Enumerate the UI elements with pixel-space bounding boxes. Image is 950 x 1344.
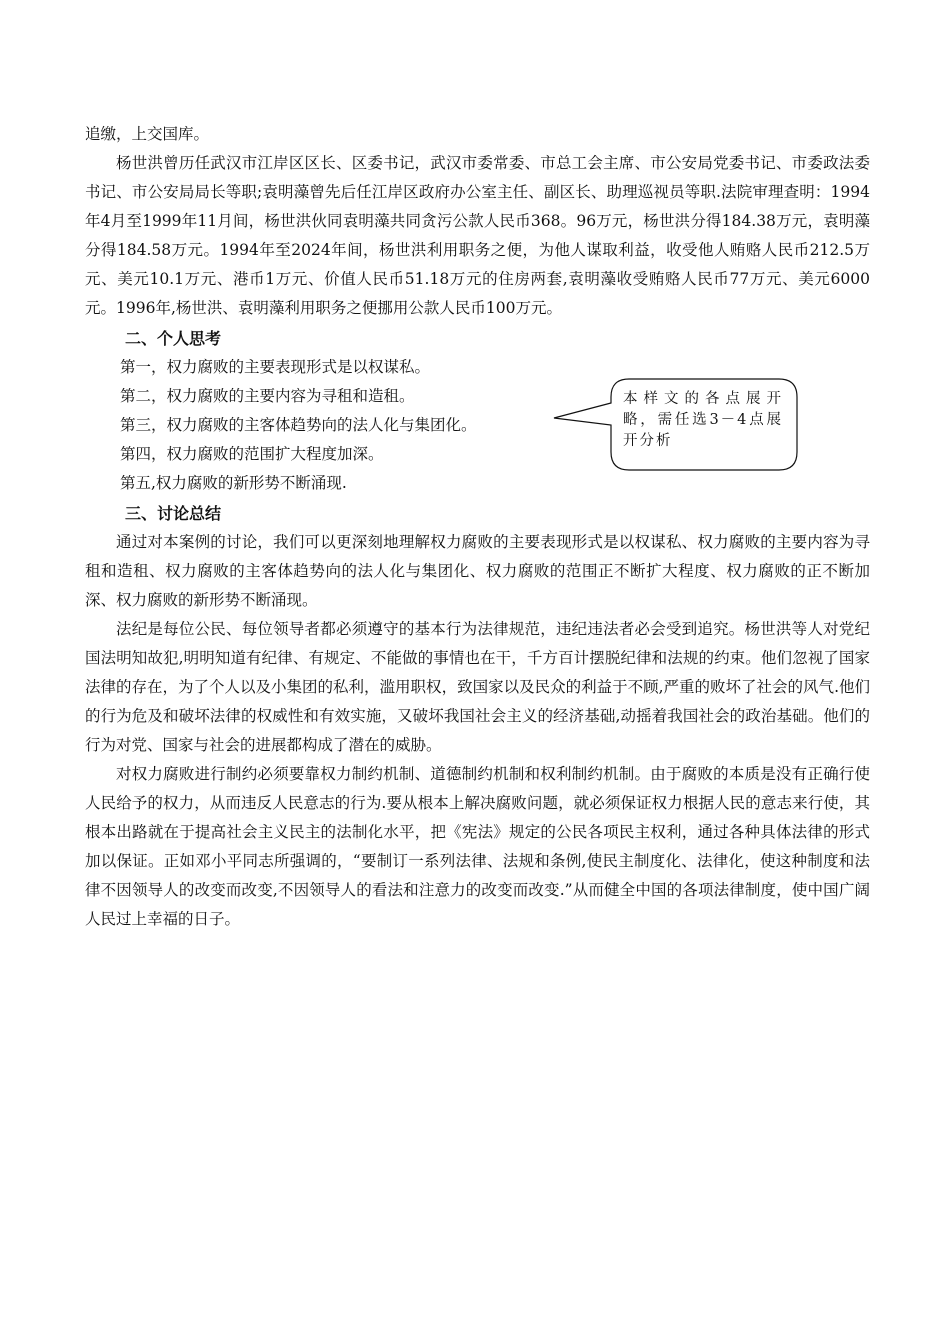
summary-paragraph-1: 通过对本案例的讨论，我们可以更深刻地理解权力腐败的主要表现形式是以权谋私、权力腐败的主要内容为寻租和造租、权力腐败的主客体趋势向的法人化与集团化、权力腐败的范围正不断扩大程度、权力腐败的正不断加深、权力腐败的新形势不断涌现。 <box>85 533 870 609</box>
callout-text: 本样文的各点展开略，需任选3－4点展开分析 <box>623 391 783 449</box>
thought-item-1: 第一，权力腐败的主要表现形式是以权谋私。 <box>120 358 431 376</box>
thought-item-2: 第二，权力腐败的主要内容为寻租和造租。 <box>120 387 415 405</box>
speech-callout <box>605 378 797 470</box>
thought-item-4: 第四，权力腐败的范围扩大程度加深。 <box>120 445 384 463</box>
document-page <box>85 120 870 934</box>
thought-item-3: 第三，权力腐败的主客体趋势向的法人化与集团化。 <box>120 416 477 434</box>
summary-paragraph-2: 法纪是每位公民、每位领导者都必须遵守的基本行为法律规范，违纪违法者必会受到追究。杨世洪等人对党纪国法明知故犯,明明知道有纪律、有规定、不能做的事情也在干，千方百计摆脱纪律和法规的约束。他们忽视了国家法律的存在，为了个人以及小集团的私利，滥用职权，致国家以及民众的利益于不顾,严重的败坏了社会的风气.他们的行为危及和破坏法律的权威性和有效实施，又破坏我国社会主义的经济基础,动摇着我国社会的政治基础。他们的行为对党、国家与社会的进展都构成了潜在的威胁。 <box>85 620 870 754</box>
personal-thoughts-list <box>85 353 870 498</box>
section2-heading: 二、个人思考 <box>125 329 222 348</box>
section3-heading: 三、讨论总结 <box>125 504 222 523</box>
case-paragraph: 杨世洪曾历任武汉市江岸区区长、区委书记，武汉市委常委、市总工会主席、市公安局党委书记、市委政法委书记、市公安局局长等职;袁明藻曾先后任江岸区政府办公室主任、副区长、助理巡视员等职.法院审理查明：1994年4月至1999年11月间，杨世洪伙同袁明藻共同贪污公款人民币368。96万元，杨世洪分得184.38万元，袁明藻分得184.58万元。1994年至2024年间，杨世洪利用职务之便，为他人谋取利益，收受他人贿赂人民币212.5万元、美元10.1万元、港币1万元、价值人民币51.18万元的住房两套,袁明藻收受贿赂人民币77万元、美元6000元。1996年,杨世洪、袁明藻利用职务之便挪用公款人民币100万元。 <box>85 154 870 317</box>
summary-paragraph-3: 对权力腐败进行制约必须要靠权力制约机制、道德制约机制和权利制约机制。由于腐败的本质是没有正确行使人民给予的权力，从而违反人民意志的行为.要从根本上解决腐败问题，就必须保证权力根据人民的意志来行使，其根本出路就在于提高社会主义民主的法制化水平，把《宪法》规定的公民各项民主权利，通过各种具体法律的形式加以保证。正如邓小平同志所强调的，“要制订一系列法律、法规和条例,使民主制度化、法律化，使这种制度和法律不因领导人的改变而改变,不因领导人的看法和注意力的改变而改变.”从而健全中国的各项法律制度，使中国广阔人民过上幸福的日子。 <box>85 765 870 928</box>
thought-item-5: 第五,权力腐败的新形势不断涌现. <box>120 474 347 492</box>
intro-continuation: 追缴，上交国库。 <box>85 125 210 143</box>
